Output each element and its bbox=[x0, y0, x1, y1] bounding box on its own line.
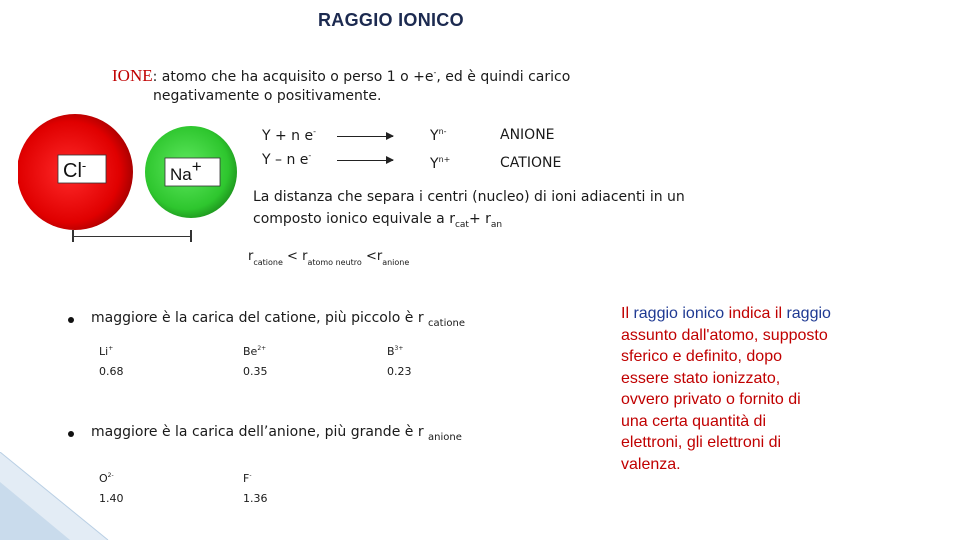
equation-right-2: $Y^{n+}$ bbox=[430, 155, 451, 172]
equation-left-1: Y + n e- bbox=[262, 127, 317, 144]
equation-right-1: $Y^{n-}$ bbox=[430, 127, 447, 144]
electron-superscript: - bbox=[433, 68, 437, 77]
page-title: RAGGIO IONICO bbox=[318, 10, 464, 30]
equation-left-2: Y – n e- bbox=[262, 151, 312, 168]
bullet-anion: maggiore è la carica dell’anione, più grande è r $_{anione}$ bbox=[91, 424, 462, 443]
arrow-2 bbox=[337, 160, 393, 161]
side-note: Il raggio ionico indica il raggio assunto dall'atomo, supposto sferico e definito, dopo essere stato ionizzato, ovvero privato o fornito di una certa quantità di elettroni, gli elettroni di valenza. bbox=[621, 305, 831, 473]
anione-label: ANIONE bbox=[500, 127, 555, 143]
bullet-dot-2 bbox=[68, 431, 74, 437]
ion-o: $O^{2-}$ 1.40 bbox=[99, 472, 124, 505]
arrow-1 bbox=[337, 136, 393, 137]
ion-li: Li+ 0.68 bbox=[99, 345, 124, 378]
distance-ruler bbox=[72, 236, 192, 237]
ion-b: $B^{3+}$ 0.23 bbox=[387, 345, 412, 378]
anion-symbol: Cl- bbox=[63, 158, 87, 182]
definition-term: IONE bbox=[112, 66, 153, 85]
bullet-dot-1 bbox=[68, 317, 74, 323]
distance-paragraph bbox=[253, 186, 685, 236]
definition-line-1 bbox=[112, 62, 570, 88]
definition-tail: , ed è quindi carico bbox=[436, 69, 571, 85]
paragraph-line-1: La distanza che separa i centri (nucleo) di ioni adiacenti in un bbox=[253, 189, 685, 205]
ion-be: $Be^{2+}$ 0.35 bbox=[243, 345, 268, 378]
corner-decoration bbox=[0, 452, 110, 540]
definition-line-2: negativamente o positivamente. bbox=[153, 88, 382, 104]
paragraph-line-2: composto ionico equivale a $r_{cat}+ r_{an}$ bbox=[253, 211, 503, 230]
radius-inequality: $r_{catione} < r_{atomo neutro} <r_{anione}$ bbox=[248, 249, 410, 267]
bullet-cation: maggiore è la carica del catione, più piccolo è r $_{catione}$ bbox=[91, 310, 465, 329]
catione-label: CATIONE bbox=[500, 155, 562, 171]
definition-text: : atomo che ha acquisito o perso 1 o +e bbox=[152, 69, 434, 85]
ion-f: F- 1.36 bbox=[243, 472, 268, 505]
cation-symbol: Na+ bbox=[170, 157, 202, 184]
